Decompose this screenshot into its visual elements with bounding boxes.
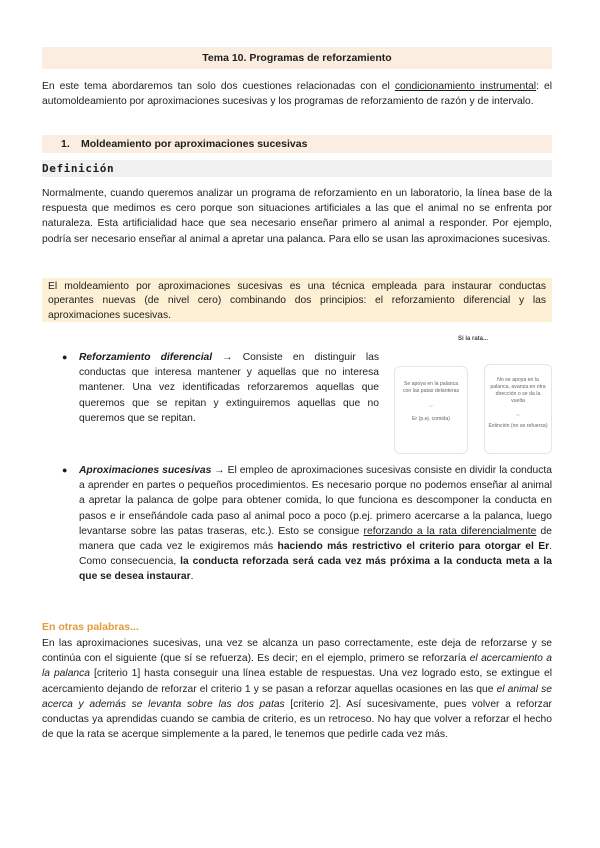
section-title: Moldeamiento por aproximaciones sucesivas [81, 138, 308, 150]
bullet2-term: Aproximaciones sucesivas [79, 465, 212, 476]
diagram-card-extinction [484, 364, 552, 454]
definition-heading-bar [42, 160, 552, 177]
diagram [394, 336, 552, 454]
intro-link[interactable]: condicionamiento instrumental [394, 81, 537, 92]
definition-heading: Definición [42, 162, 115, 175]
card2-top: No se apoya en la palanca, avanza en otra dirección o se da la vuelta [490, 377, 546, 404]
other-words-italic: el animal se acerca y además se levanta sobre las dos patas [42, 683, 552, 710]
diagram-heading: Si la rata... [457, 336, 488, 342]
other-words-text: En las aproximaciones sucesivas, una vez se alcanza un paso correctamente, este deja de reforzarse y se continúa con el siguiente (que sí se refuerza). Es decir; en el ejemplo, primero se reforzaría [42, 638, 552, 665]
other-words-italic: el acercamiento a la palanca [42, 653, 552, 680]
bullet1-text: Consiste en distinguir las conductas que interesa mantener y aquellas que no interesa mantener. Una vez identificadas reforzaremos aquellas que queremos que se repitan y extinguiremos aquellas que no queremos que se repitan. [79, 352, 379, 424]
card1-bottom: Er (p.ej. comida) [411, 416, 451, 422]
bullet2-underlined: reforzando a la rata diferencialmente [363, 525, 537, 537]
bullet2-arrow: → [211, 465, 228, 476]
bullet1-term: Reforzamiento diferencial [79, 352, 213, 363]
title-bar [42, 47, 552, 69]
card2-bottom: Extinción (no se refuerza) [488, 423, 548, 429]
bullet-icon: ● [62, 352, 68, 362]
bullet-reforzamiento-diferencial [79, 350, 379, 426]
bullet2-text: . [190, 571, 194, 583]
bullet2-text: El empleo de aproximaciones sucesivas consiste en dividir la conducta a aprender en partes o pequeños procedimientos. Es necesario porque no podemos enseñar al animal a apretar la palanca de golpe para obtener comida, lo que funciona es descomponer la conducta en pasos e ir enseñándole cada paso al animal poco a poco (p.ej. primero acercarse a la palanca, luego levantarse sobre las patas traseras, etc.). Esto se consigue [79, 465, 552, 537]
intro-paragraph [42, 79, 552, 109]
card1-top: Se apoya en la palanca con las patas delanteras [402, 381, 460, 394]
other-words-text: [criterio 2]. Así sucesivamente, pues volver a reforzar conductas ya aprendidas cuando se cambia de criterio, es un retroceso. No hay que volver a reforzar el hecho de que la rata se acerque simplemente a la pared, le tenemos que pedirle cada vez más. [42, 698, 552, 741]
other-words-paragraph [42, 636, 552, 742]
page-title: Tema 10. Programas de reforzamiento [202, 52, 392, 64]
other-words-text: [criterio 1] hasta conseguir una línea estable de respuestas. Una vez logrado esto, se extingue el acercamiento dejando de reforzar el criterio 1 y se pasan a reforzar aquellas ocasiones en las que [42, 668, 552, 695]
bullet2-text: . Como consecuencia, [79, 541, 552, 568]
section-number: 1. [61, 138, 70, 150]
highlight-note [42, 278, 552, 322]
section-heading [42, 135, 552, 153]
highlight-note-text: El moldeamiento por aproximaciones sucesivas es una técnica empleada para instaurar conductas operantes nuevas (de nivel cero) combinando dos principios: el reforzamiento diferencial y las aproximaciones sucesivas. [48, 281, 546, 321]
intro-text-start: En este tema abordaremos tan solo dos cuestiones relacionadas con el [42, 81, 395, 92]
chevron-down-icon: ⌄ [427, 399, 435, 409]
definition-paragraph: Normalmente, cuando queremos analizar un programa de reforzamiento en un laboratorio, la línea base de la respuesta que medimos es cero porque son situaciones artificiales a las que el animal no se enfrenta por naturaleza. Esta artificialidad hace que sea necesario enseñar primero al animal a responder. Por ejemplo, podría ser necesario enseñar al animal a apretar una palanca. Para ello se usan las aproximaciones sucesivas. [42, 188, 552, 245]
intro-text-end: : el automoldeamiento por aproximaciones sucesivas y los programas de reforzamiento de razón y de intervalo. [42, 81, 552, 108]
chevron-down-icon: ⌄ [514, 408, 522, 418]
other-words-heading: En otras palabras... [42, 621, 139, 633]
bullet2-bold: haciendo más restrictivo el criterio para otorgar el Er [277, 541, 550, 553]
bullet1-arrow: → [212, 352, 243, 363]
bullet2-bold: la conducta reforzada será cada vez más próxima a la conducta meta a la que se desea instaurar [79, 556, 552, 583]
bullet-icon: ● [62, 465, 68, 475]
bullet2-text: de manera que cada vez le exigiremos más [79, 525, 552, 553]
bullet-aproximaciones-sucesivas [79, 463, 552, 585]
diagram-card-reinforce [394, 366, 468, 454]
